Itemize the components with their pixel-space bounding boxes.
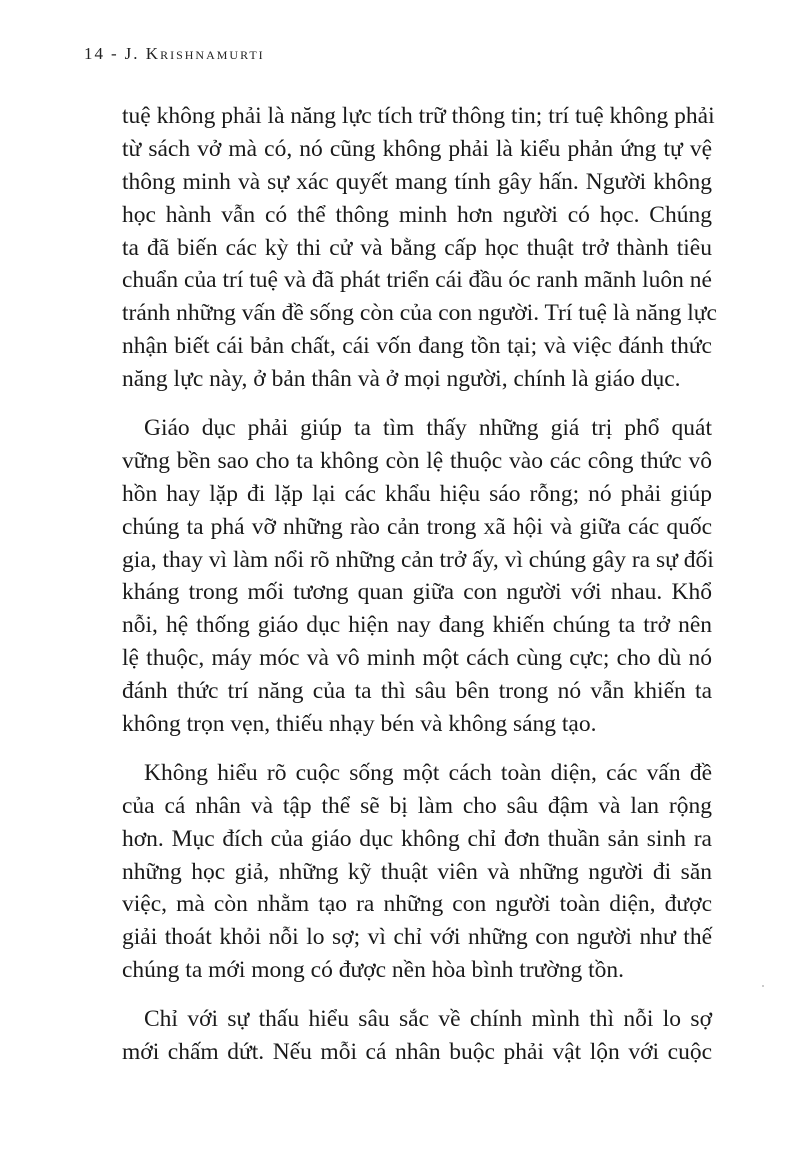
text-line: vững bền sao cho ta không còn lệ thuộc vào các công thức vô — [122, 447, 712, 474]
text-line: nhận biết cái bản chất, cái vốn đang tồn tại; và việc đánh thức — [122, 333, 712, 360]
text-line: gia, thay vì làm nổi rõ những cản trở ấy, vì chúng gây ra sự đối — [122, 546, 714, 573]
text-line: hơn. Mục đích của giáo dục không chỉ đơn thuần sản sinh ra — [122, 825, 712, 852]
text-line: lệ thuộc, máy móc và vô minh một cách cùng cực; cho dù nó — [122, 645, 712, 672]
text-line: học hành vẫn có thể thông minh hơn người có học. Chúng — [122, 201, 712, 228]
text-line: nỗi, hệ thống giáo dục hiện nay đang khiến chúng ta trở nên — [122, 612, 712, 639]
paragraph — [122, 412, 712, 741]
text-line: những học giả, những kỹ thuật viên và những người đi săn — [122, 858, 712, 885]
text-line: hồn hay lặp đi lặp lại các khẩu hiệu sáo rỗng; nó phải giúp — [122, 480, 712, 507]
text-line: năng lực này, ở bản thân và ở mọi người, chính là giáo dục. — [122, 366, 681, 393]
text-line: mới chấm dứt. Nếu mỗi cá nhân buộc phải vật lộn với cuộc — [122, 1039, 712, 1066]
text-line: đánh thức trí năng của ta thì sâu bên trong nó vẫn khiến ta — [122, 678, 712, 705]
text-line: tránh những vấn đề sống còn của con người. Trí tuệ là năng lực — [122, 300, 717, 327]
text-line: kháng trong mối tương quan giữa con người với nhau. Khổ — [122, 579, 712, 606]
text-line: giải thoát khỏi nỗi lo sợ; vì chỉ với những con người như thế — [122, 924, 712, 951]
paragraph — [122, 757, 712, 987]
text-line: thông minh và sự xác quyết mang tính gây hấn. Người không — [122, 168, 712, 195]
text-line: của cá nhân và tập thể sẽ bị làm cho sâu đậm và lan rộng — [122, 792, 712, 819]
text-line: Chỉ với sự thấu hiểu sâu sắc về chính mình thì nỗi lo sợ — [144, 1006, 712, 1033]
paragraph — [122, 1003, 712, 1069]
text-line: tuệ không phải là năng lực tích trữ thông tin; trí tuệ không phải — [122, 103, 715, 129]
paragraph — [122, 100, 717, 396]
text-line: chúng ta mới mong có được nền hòa bình trường tồn. — [122, 957, 624, 984]
text-line: từ sách vở mà có, nó cũng không phải là kiểu phản ứng tự vệ — [122, 135, 712, 162]
author-name: J. Krishnamurti — [124, 44, 265, 63]
header-separator: - — [111, 44, 119, 63]
paper-speck — [762, 985, 764, 987]
text-line: ta đã biến các kỳ thi cử và bằng cấp học thuật trở thành tiêu — [122, 234, 712, 261]
text-line: việc, mà còn nhằm tạo ra những con người toàn diện, được — [122, 891, 712, 918]
text-line: chúng ta phá vỡ những rào cản trong xã hội và giữa các quốc — [122, 513, 712, 540]
text-line: chuẩn của trí tuệ và đã phát triển cái đầu óc ranh mãnh luôn né — [122, 267, 712, 294]
text-line: Giáo dục phải giúp ta tìm thấy những giá trị phổ quát — [144, 415, 712, 442]
body-text — [122, 100, 717, 1069]
text-line: không trọn vẹn, thiếu nhạy bén và không sáng tạo. — [122, 711, 597, 738]
page-number: 14 — [84, 44, 105, 63]
running-header — [84, 44, 265, 64]
text-line: Không hiểu rõ cuộc sống một cách toàn diện, các vấn đề — [144, 759, 712, 786]
